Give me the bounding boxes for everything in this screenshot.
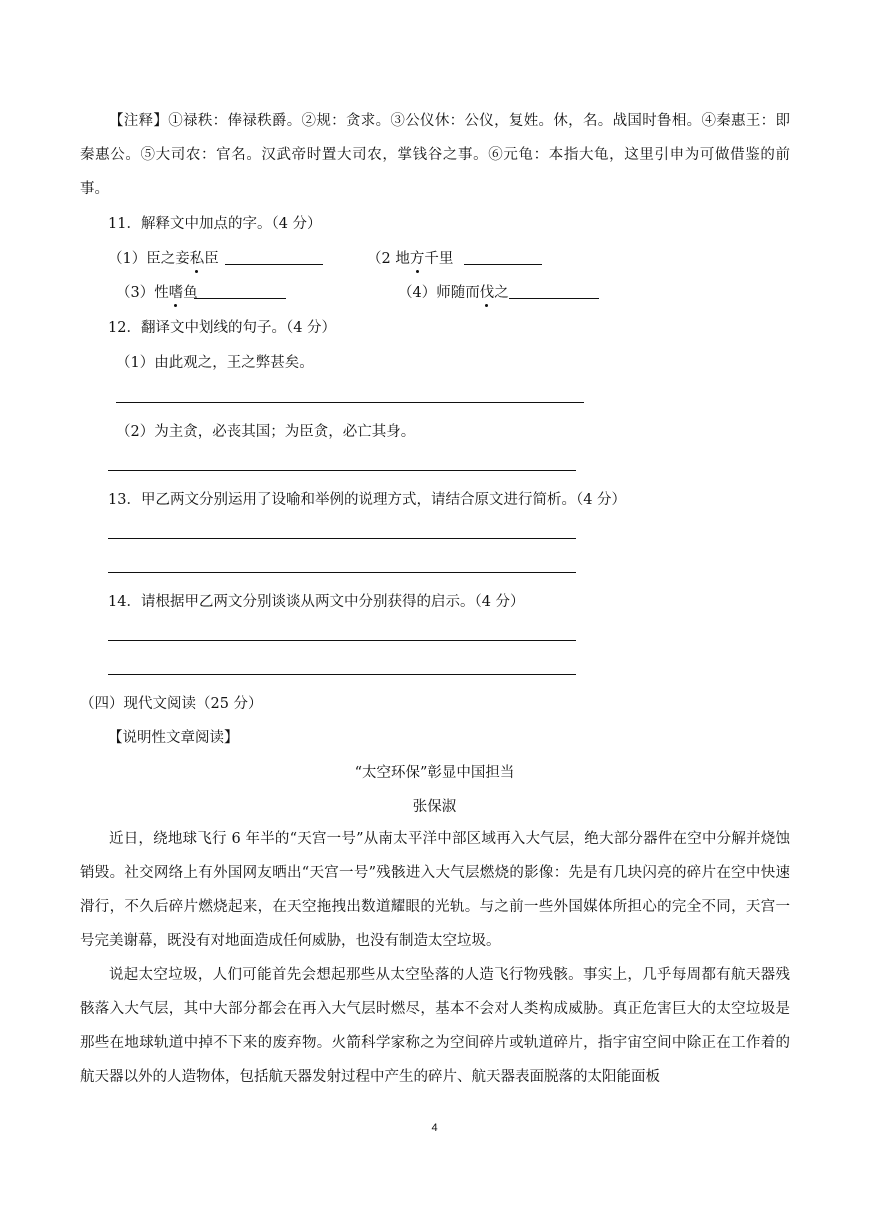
article-paragraph-1: 近日，绕地球飞行 6 年半的“天宫一号”从南太平洋中部区域再入大气层，绝大部分器件在空中分解并烧蚀销毁。社交网络上有外国网友晒出“天宫一号”残骸进入大气层燃烧的影像：先是有几块闪亮的碎片在空中快速滑行，不久后碎片燃烧起来，在天空拖拽出数道耀眼的光轨。与之前一些外国媒体所担心的完全不同，天宫一号完美谢幕，既没有对地面造成任何威胁，也没有制造太空垃圾。 xyxy=(80,831,790,949)
answer-line-14-1[interactable] xyxy=(108,640,576,641)
section-title: （四）现代文阅读（25 分） xyxy=(80,696,263,712)
question-12-title: 12．翻译文中划线的句子。（4 分） xyxy=(108,320,337,336)
item-suffix: 之 xyxy=(494,285,509,301)
item-prefix: （4）师随而 xyxy=(398,285,480,301)
item-suffix: 鱼 xyxy=(183,285,198,301)
dotted-char: 嗜 xyxy=(169,281,184,302)
answer-line-12-2[interactable] xyxy=(108,470,576,471)
item-prefix: （3）性 xyxy=(116,285,169,301)
question-12-sentence-2: （2）为主贪，必丧其国；为臣贪，必亡其身。 xyxy=(116,424,416,440)
article-paragraph-2: 说起太空垃圾，人们可能首先会想起那些从太空坠落的人造飞行物残骸。事实上，几乎每周都有航天器残骸落入大气层，其中大部分都会在再入大气层时燃尽，基本不会对人类构成威胁。真正危害巨大的太空垃圾是那些在地球轨道中掉不下来的废弃物。火箭科学家称之为空间碎片或轨道碎片，指宇宙空间中除正在工作着的航天器以外的人造物体，包括航天器发射过程中产生的碎片、航天器表面脱落的太阳能面板 xyxy=(80,967,790,1085)
answer-line-11-1[interactable] xyxy=(225,264,323,265)
question-11-item-3 xyxy=(116,281,198,302)
section-subtitle: 【说明性文章阅读】 xyxy=(108,730,239,746)
page-number: 4 xyxy=(431,1122,438,1134)
answer-line-12-1[interactable] xyxy=(116,402,584,403)
question-11-item-4 xyxy=(398,281,509,302)
answer-line-14-2[interactable] xyxy=(108,674,576,675)
question-13-title: 13．甲乙两文分别运用了设喻和举例的说理方式，请结合原文进行简析。（4 分） xyxy=(108,492,627,508)
item-prefix: （2 地 xyxy=(367,251,410,267)
item-suffix: 臣 xyxy=(204,251,219,267)
dotted-char: 方 xyxy=(410,247,425,268)
question-14-title: 14．请根据甲乙两文分别谈谈从两文中分别获得的启示。（4 分） xyxy=(108,594,525,610)
item-suffix: 千里 xyxy=(424,251,454,267)
answer-line-13-1[interactable] xyxy=(108,538,576,539)
question-11-title: 11．解释文中加点的字。（4 分） xyxy=(108,216,322,232)
answer-line-11-4[interactable] xyxy=(509,298,599,299)
answer-line-13-2[interactable] xyxy=(108,572,576,573)
question-11-item-1 xyxy=(108,247,219,268)
article-title: “太空环保”彰显中国担当 xyxy=(354,765,515,781)
article-author: 张保淑 xyxy=(412,799,457,815)
dotted-char: 伐 xyxy=(480,281,495,302)
question-12-sentence-1: （1）由此观之，王之弊甚矣。 xyxy=(116,355,314,371)
answer-line-11-3[interactable] xyxy=(194,298,286,299)
annotation-note: 【注释】①禄秩：俸禄秩爵。②规：贪求。③公仪休：公仪，复姓。休，名。战国时鲁相。④秦惠王：即秦惠公。⑤大司农：官名。汉武帝时置大司农，掌钱谷之事。⑥元龟：本指大龟，这里引申为可做借鉴的前事。 xyxy=(80,113,790,197)
question-11-item-2 xyxy=(367,247,453,268)
answer-line-11-2[interactable] xyxy=(464,264,542,265)
item-prefix: （1）臣之妾 xyxy=(108,251,190,267)
dotted-char: 私 xyxy=(190,247,205,268)
